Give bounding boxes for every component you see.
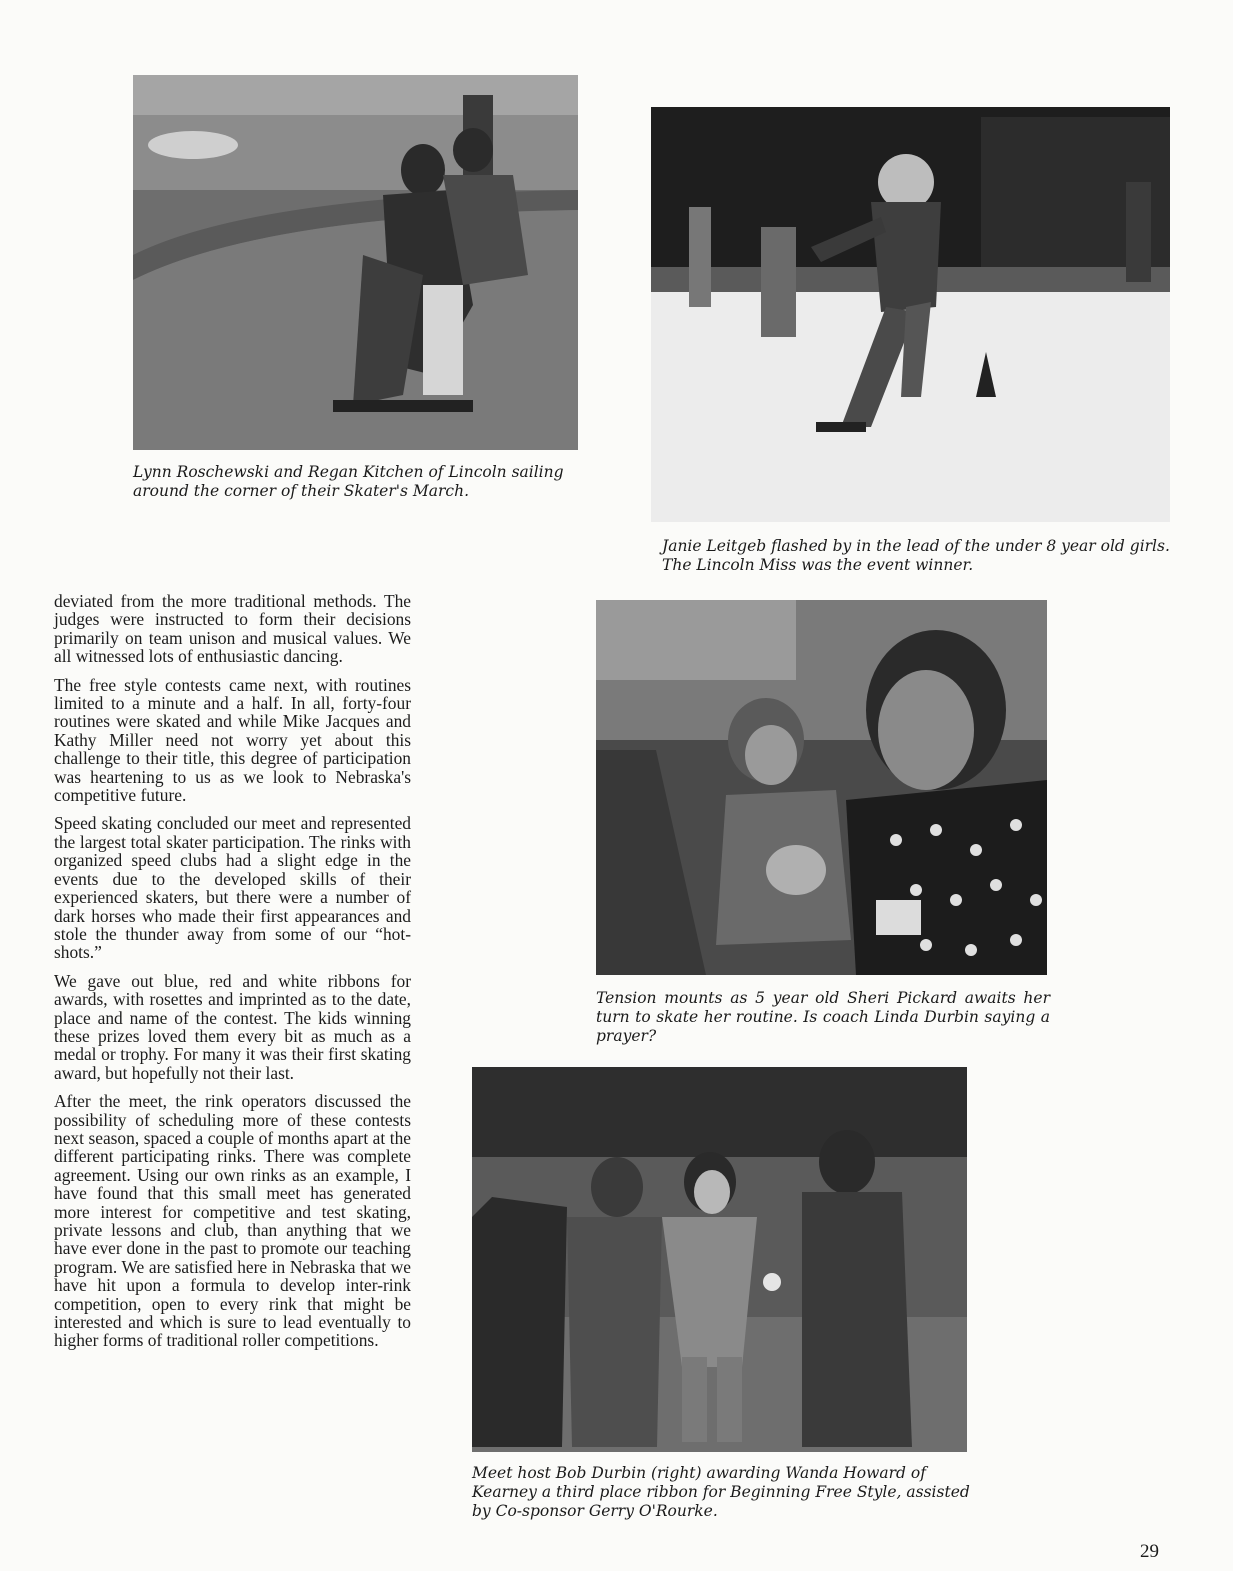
photo-pair-skaters: [133, 75, 578, 450]
photo-sheri-and-coach: [596, 600, 1047, 975]
article-paragraph: Speed skating concluded our meet and represented the largest total skater participation. The rinks with organized speed clubs had a slight edge in the events due to the developed skills of their experienced skaters, but there were a number of dark horses who made their first appearances and stole the thunder away from some of our “hot-shots.”: [54, 813, 411, 963]
article-paragraph: We gave out blue, red and white ribbons for awards, with rosettes and imprinted as to the date, place and name of the contest. The kids winning these prizes loved them every bit as much as a medal or trophy. For many it was their first skating award, but hopefully not their last.: [54, 970, 411, 1083]
photo-speed-skater: [651, 107, 1170, 522]
article-paragraph: The free style contests came next, with routines limited to a minute and a half. In all, forty-four routines were skated and while Mike Jacques and Kathy Miller need not worry yet about this challenge to their title, this degree of participation was heartening to us as we look to Nebraska's competitive future.: [54, 674, 411, 806]
article-paragraph: deviated from the more traditional methods. The judges were instructed to form their decisions primarily on team unison and musical values. We all witnessed lots of enthusiastic dancing.: [54, 591, 411, 667]
article-body: [54, 592, 411, 1360]
photo3-caption: Tension mounts as 5 year old Sheri Pickard awaits her turn to skate her routine. Is coach Linda Durbin saying a prayer?: [596, 989, 1050, 1045]
page-number: 29: [1140, 1541, 1159, 1562]
photo4-caption: Meet host Bob Durbin (right) awarding Wanda Howard of Kearney a third place ribbon for Beginning Free Style, assisted by Co-sponsor Gerry O'Rourke.: [472, 1464, 970, 1520]
photo-ribbon-award: [472, 1067, 967, 1452]
photo2-caption: Janie Leitgeb flashed by in the lead of the under 8 year old girls. The Lincoln Miss was the event winner.: [662, 537, 1170, 574]
article-paragraph: After the meet, the rink operators discussed the possibility of scheduling more of these contests next season, spaced a couple of months apart at the different participating rinks. There was complete agreement. Using our own rinks as an example, I have found that this small meet has generated more interest for competitive and test skating, private lessons and club, than anything that we have ever done in the past to promote our teaching program. We are satisfied here in Nebraska that we have hit upon a formula to develop inter-rink competition, open to every rink that might be interested and which is sure to lead eventually to higher forms of traditional roller competitions.: [54, 1091, 411, 1351]
photo1-caption: Lynn Roschewski and Regan Kitchen of Lincoln sailing around the corner of their Skater's March.: [133, 463, 564, 500]
